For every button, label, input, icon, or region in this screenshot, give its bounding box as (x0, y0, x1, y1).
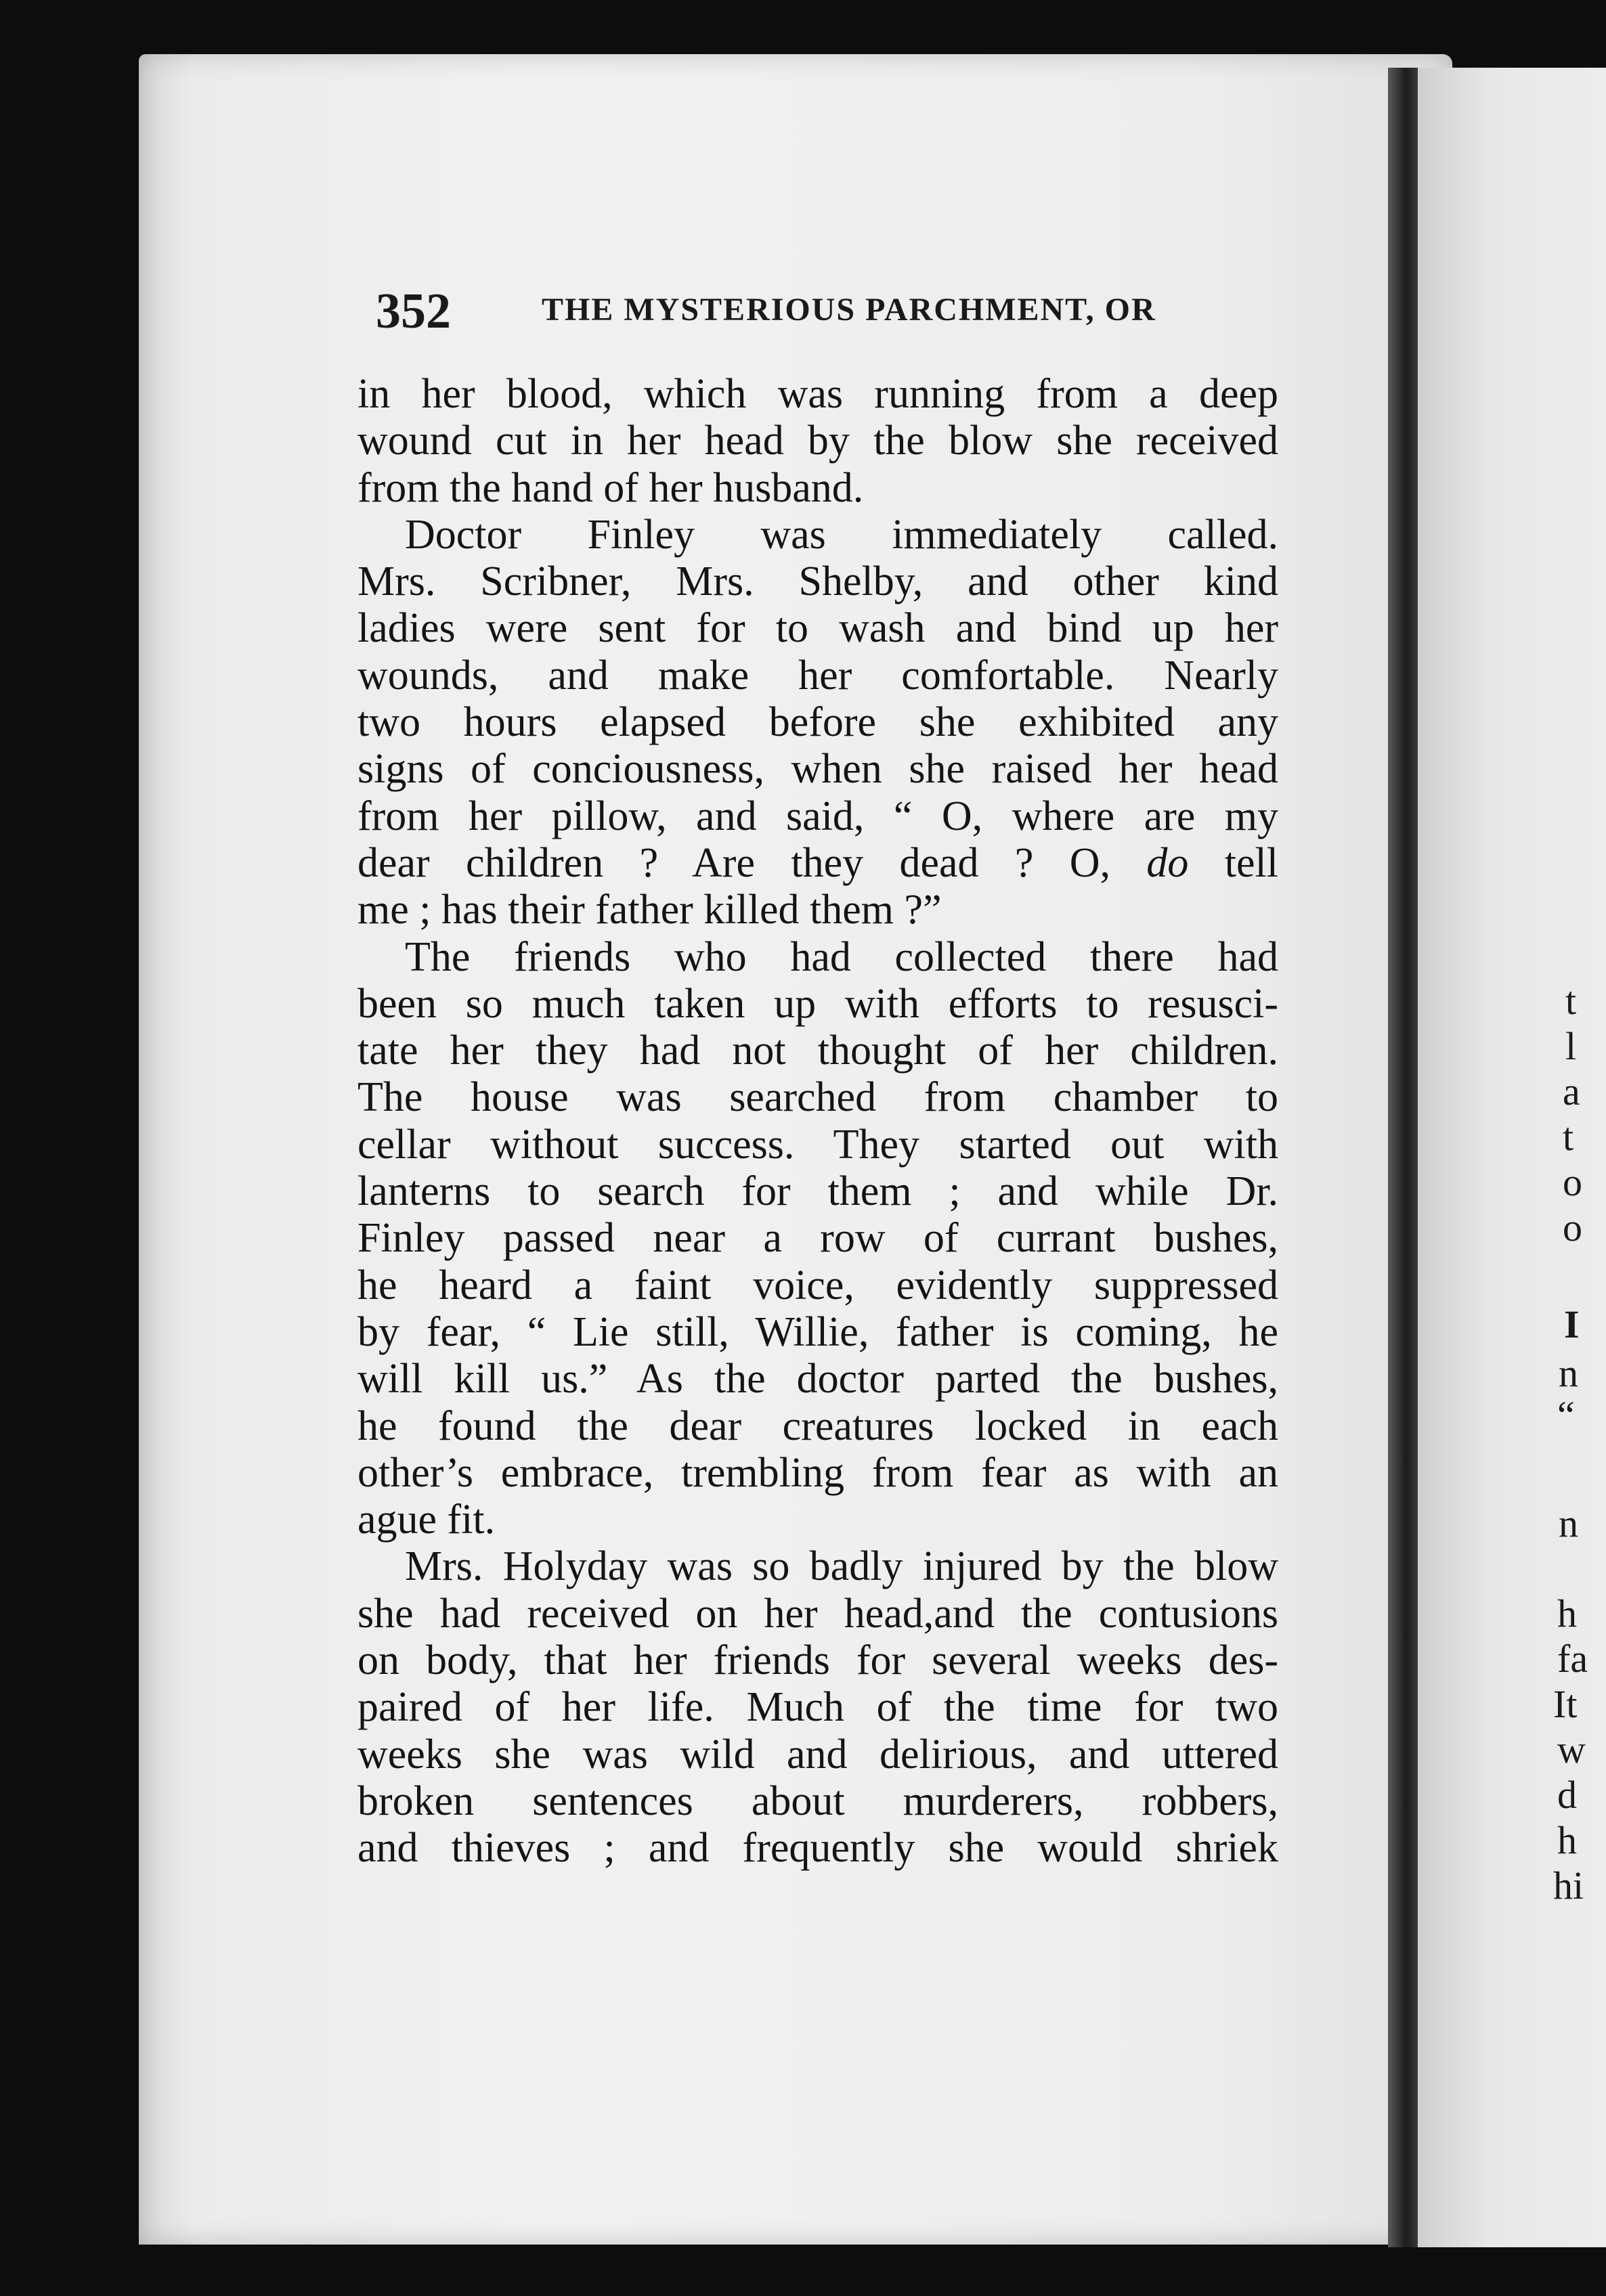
text-line: in her blood, which was running from a deep (357, 371, 1278, 417)
text-line: other’s embrace, trembling from fear as with an (357, 1449, 1278, 1496)
facing-fragment: t (1563, 1115, 1574, 1159)
facing-fragment: I (1564, 1302, 1580, 1346)
facing-fragment: t (1565, 979, 1577, 1023)
book-gutter (1388, 68, 1418, 2247)
text-line: weeks she was wild and delirious, and uttered (357, 1731, 1278, 1778)
text-line: ladies were sent for to wash and bind up her (357, 605, 1278, 652)
facing-fragment: o (1563, 1206, 1582, 1250)
text-line: tate her they had not thought of her children. (357, 1028, 1278, 1074)
facing-fragment: o (1563, 1160, 1582, 1204)
facing-fragment: hi (1553, 1863, 1584, 1907)
facing-fragment: n (1559, 1351, 1578, 1395)
text-line: from the hand of her husband. (357, 464, 864, 511)
text-line (357, 840, 1278, 887)
running-head (376, 283, 1276, 337)
facing-fragment: d (1557, 1773, 1577, 1817)
text-line: on body, that her friends for several weeks des- (357, 1637, 1278, 1684)
text-line: cellar without success. They started out with (357, 1121, 1278, 1168)
body-text (357, 371, 1278, 1872)
italic-word: do (1146, 839, 1189, 886)
text-line: been so much taken up with efforts to resusci- (357, 980, 1278, 1027)
text-line: ague fit. (357, 1497, 496, 1543)
text-line: paired of her life. Much of the time for two (357, 1684, 1278, 1731)
facing-fragment: h (1557, 1818, 1577, 1862)
text-line: and thieves ; and frequently she would shriek (357, 1825, 1278, 1872)
text-line: broken sentences about murderers, robbers, (357, 1778, 1278, 1824)
facing-fragment: It (1553, 1682, 1578, 1726)
text-line: Finley passed near a row of currant bushes, (357, 1215, 1278, 1262)
facing-fragment: “ (1557, 1393, 1575, 1437)
text-line: wound cut in her head by the blow she received (357, 418, 1278, 464)
text-line: The house was searched from chamber to (357, 1074, 1278, 1121)
text-line: from her pillow, and said, “ O, where are my (357, 793, 1278, 839)
text-line: wounds, and make her comfortable. Nearly (357, 652, 1278, 699)
text-line: me ; has their father killed them ?” (357, 887, 942, 933)
text-line: he found the dear creatures locked in each (357, 1403, 1278, 1449)
facing-fragment: a (1563, 1069, 1580, 1113)
text-line: Mrs. Holyday was so badly injured by the blow (405, 1543, 1278, 1590)
text-line: Mrs. Scribner, Mrs. Shelby, and other kind (357, 558, 1278, 605)
facing-fragment: l (1565, 1024, 1577, 1068)
facing-fragment: w (1557, 1727, 1586, 1771)
facing-fragment: h (1557, 1591, 1577, 1635)
text-line: he heard a faint voice, evidently suppressed (357, 1262, 1278, 1308)
text-line: lanterns to search for them ; and while Dr. (357, 1168, 1278, 1215)
page-number: 352 (376, 284, 451, 339)
facing-fragment: fa (1557, 1637, 1588, 1681)
text-line: The friends who had collected there had (405, 933, 1278, 980)
text-segment: dear children ? Are they dead ? O, (357, 839, 1111, 886)
text-line: two hours elapsed before she exhibited any (357, 699, 1278, 746)
running-title: THE MYSTERIOUS PARCHMENT, OR (542, 292, 1156, 328)
text-segment: tell (1224, 839, 1278, 886)
book-page-facing (1418, 68, 1606, 2247)
text-line: by fear, “ Lie still, Willie, father is coming, he (357, 1308, 1278, 1355)
text-line: Doctor Finley was immediately called. (405, 511, 1278, 558)
text-line: signs of conciousness, when she raised her head (357, 746, 1278, 793)
facing-fragment: n (1559, 1501, 1578, 1545)
text-line: she had received on her head,and the contusions (357, 1590, 1278, 1637)
text-line: will kill us.” As the doctor parted the bushes, (357, 1356, 1278, 1403)
